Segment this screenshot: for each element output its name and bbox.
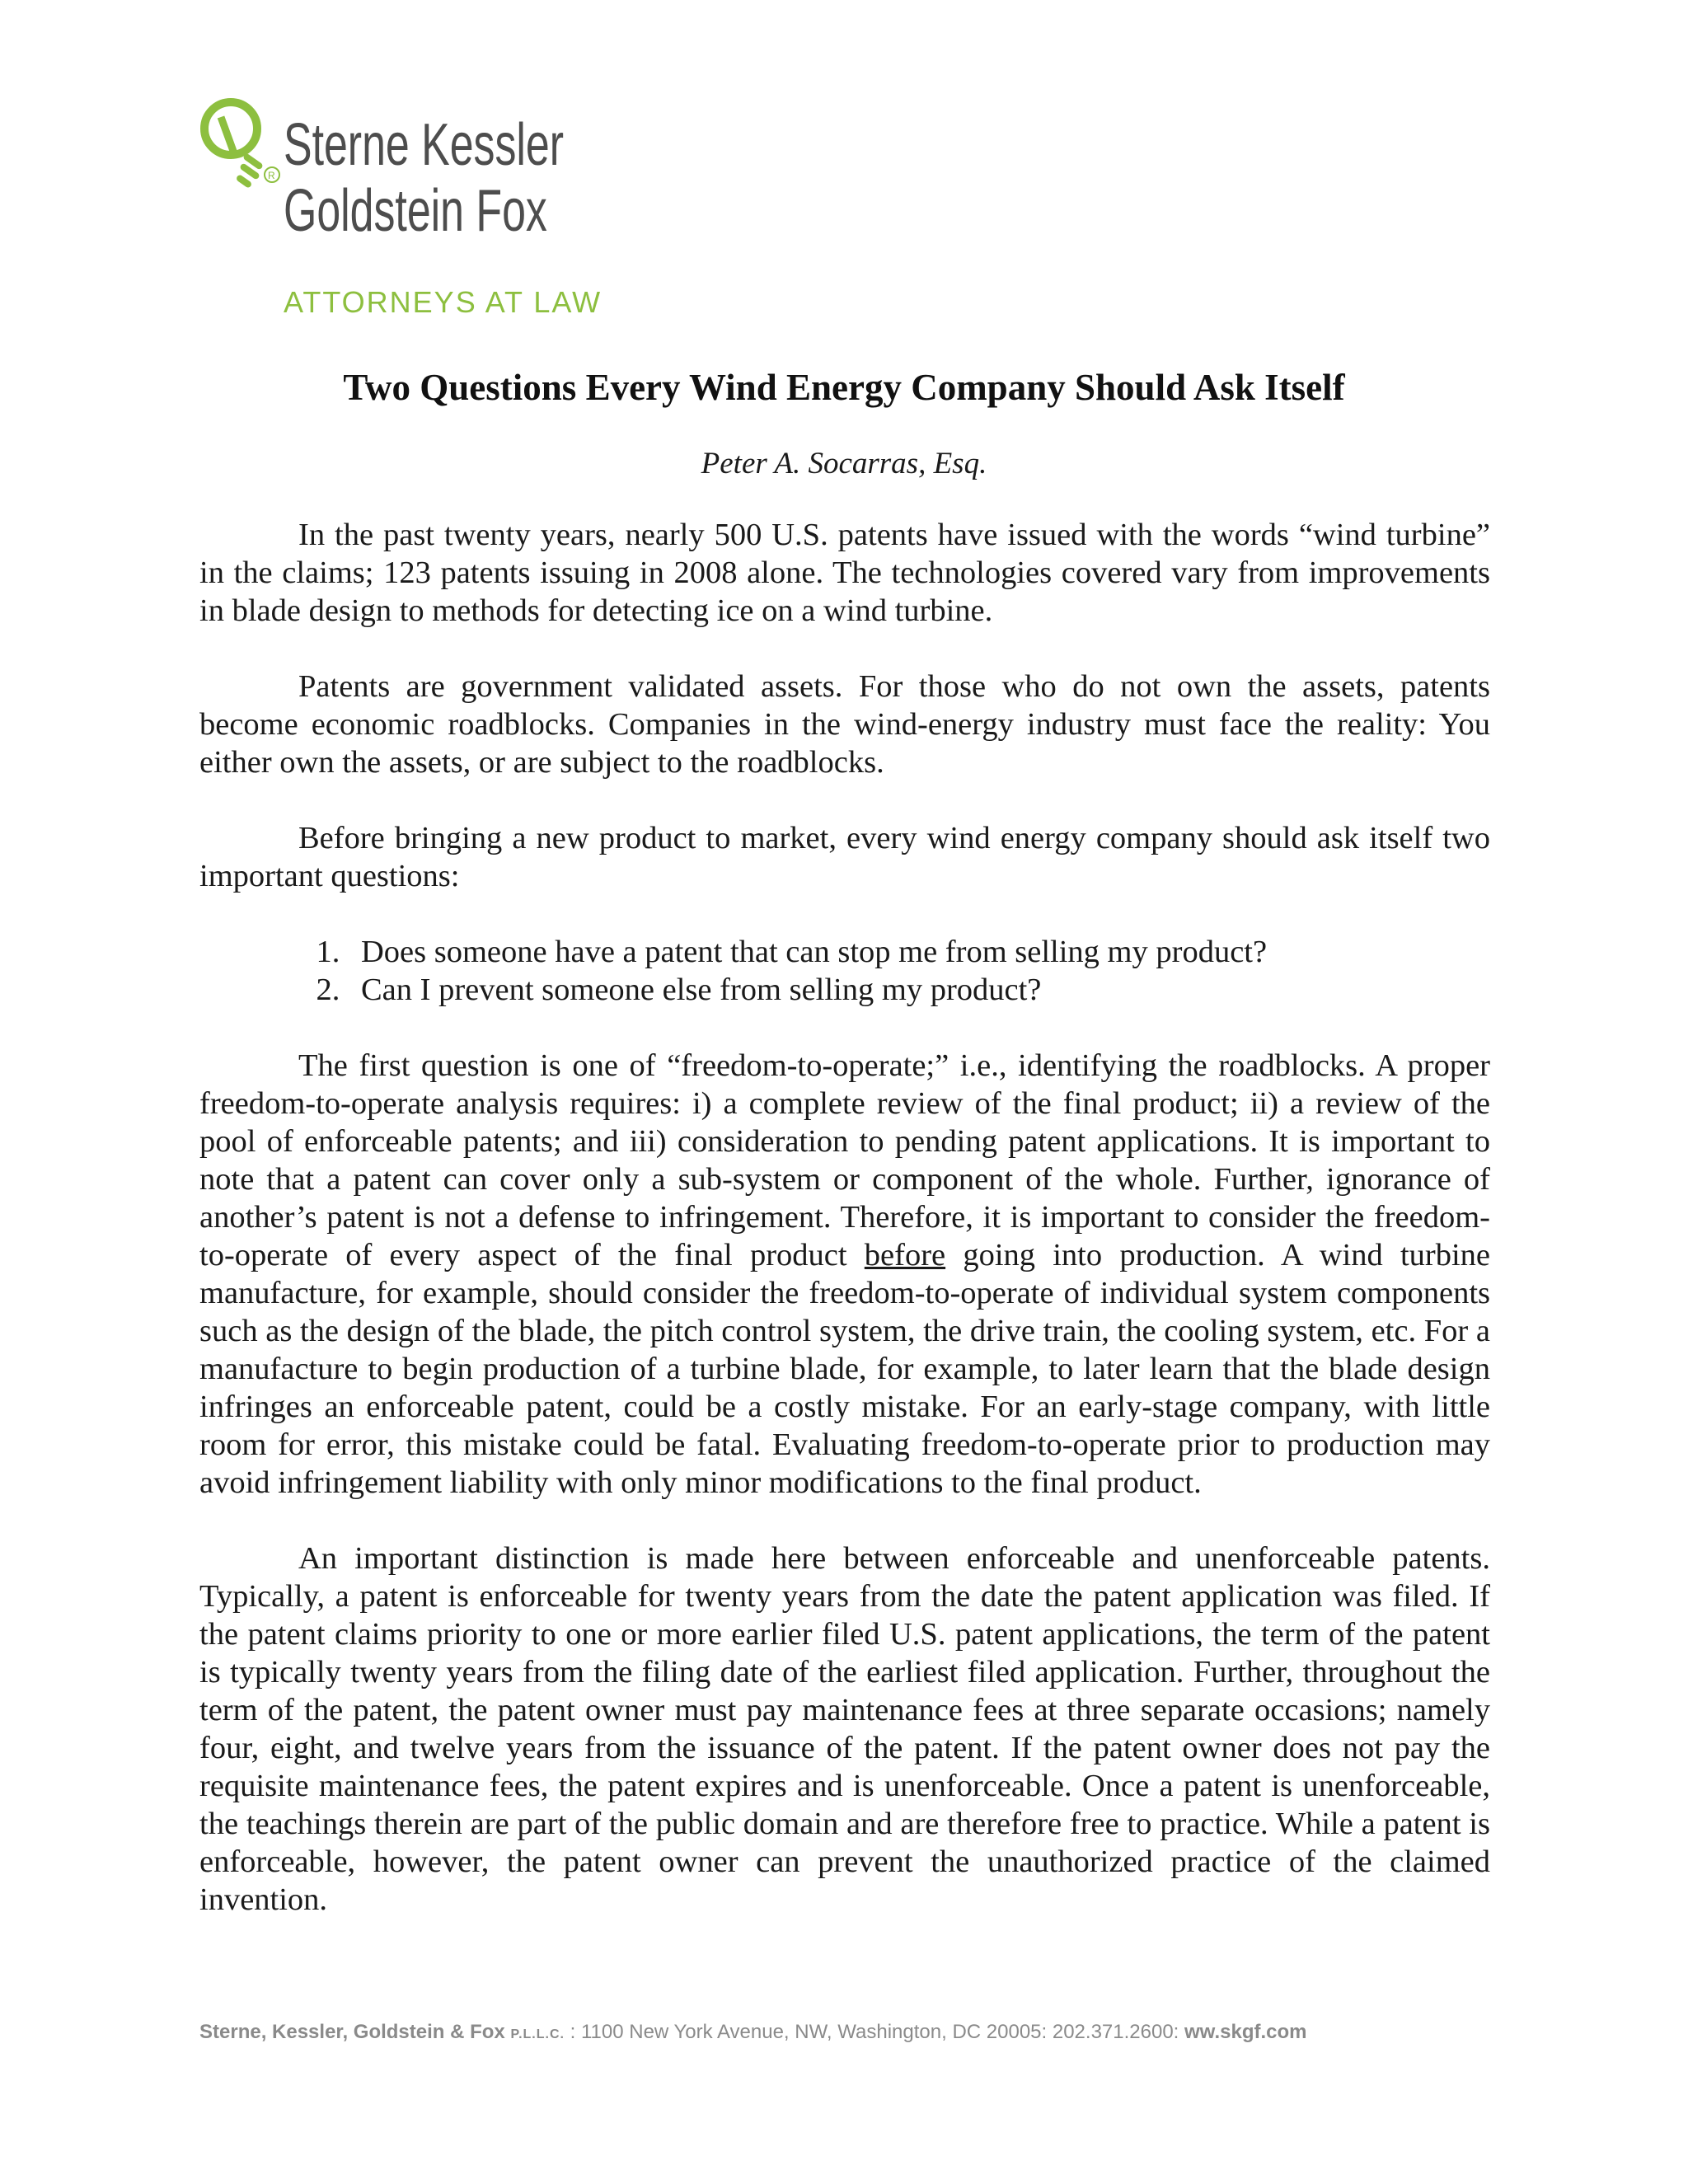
logo-tagline: ATTORNEYS AT LAW — [284, 285, 603, 319]
question-2: 2. Can I prevent someone else from selling my product? — [348, 971, 1490, 1009]
question-1: 1. Does someone have a patent that can stop me from selling my product? — [348, 933, 1490, 971]
paragraph-4-part-b: going into production. A wind turbine manufacture, for example, should consider the freedom-to-operate of individual system components such as the design of the blade, the pitch control system, the drive train, the cooling system, etc. For a manufacture to begin production of a turbine blade, for example, to later learn that the blade design infringes an enforceable patent, could be a costly mistake. For an early-stage company, with little room for error, this mistake could be fatal. Evaluating freedom-to-operate prior to production may avoid infringement liability with only minor modifications to the final product. — [199, 1238, 1491, 1500]
paragraph-5: An important distinction is made here between enforceable and unenforceable patents. Typically, a patent is enforceable for twenty years from the date the patent application was filed. If the patent claims priority to one or more earlier filed U.S. patent applications, the term of the patent is typically twenty years from the filing date of the earliest filed application. Further, throughout the term of the patent, the patent owner must pay maintenance fees at three separate occasions; namely four, eight, and twelve years from the issuance of the patent. If the patent owner does not pay the requisite maintenance fees, the patent expires and is unenforceable. Once a patent is unenforceable, the teachings therein are part of the public domain and are therefore free to practice. While a patent is enforceable, however, the patent owner can prevent the unauthorized practice of the claimed invention. — [199, 1541, 1490, 1917]
paragraph-3: Before bringing a new product to market, every wind energy company should ask itself two important questions: — [199, 821, 1490, 893]
logo-line-2: Goldstein Fox — [284, 178, 547, 244]
logo-wordmark — [284, 112, 564, 244]
footer-website[interactable]: ww.skgf.com — [1184, 2021, 1307, 2043]
paragraph-2: Patents are government validated assets. For those who do not own the assets, patents become economic roadblocks. Companies in the wind-energy industry must face the reality: You either own the assets, or are subject to the roadblocks. — [199, 669, 1490, 780]
firm-logo — [198, 96, 603, 326]
page-footer — [199, 2019, 1490, 2048]
lightbulb-icon — [198, 96, 284, 194]
document-body — [199, 516, 1490, 1957]
author-line: Peter A. Socarras, Esq. — [701, 447, 987, 480]
underlined-before: before — [864, 1238, 946, 1272]
footer-entity: P.L.L.C. — [510, 2027, 565, 2041]
questions-list — [199, 933, 1490, 1009]
paragraph-1: In the past twenty years, nearly 500 U.S. patents have issued with the words “wind turbine” in the claims; 123 patents issuing in 2008 alone. The technologies covered vary from improvements in blade design to methods for detecting ice on a wind turbine. — [199, 518, 1490, 628]
document-title: Two Questions Every Wind Energy Company Should Ask Itself — [343, 367, 1345, 408]
footer-address: : 1100 New York Avenue, NW, Washington, DC 20005: 202.371.2600: — [564, 2021, 1185, 2043]
paragraph-4-part-a: The first question is one of “freedom-to-operate;” i.e., identifying the roadblocks. A proper freedom-to-operate analysis requires: i) a complete review of the final product; ii) a review of the pool of enforceable patents; and iii) consideration to pending patent applications. It is important to note that a patent can cover only a sub-system or component of the whole. Further, ignorance of another’s patent is not a defense to infringement. Therefore, it is important to consider the freedom-to-operate of every aspect of the final product — [199, 1048, 1490, 1272]
logo-line-1: Sterne Kessler — [284, 112, 564, 178]
paragraph-4 — [199, 1047, 1490, 1502]
svg-text:R: R — [268, 170, 275, 181]
footer-firm: Sterne, Kessler, Goldstein & Fox — [199, 2021, 505, 2043]
